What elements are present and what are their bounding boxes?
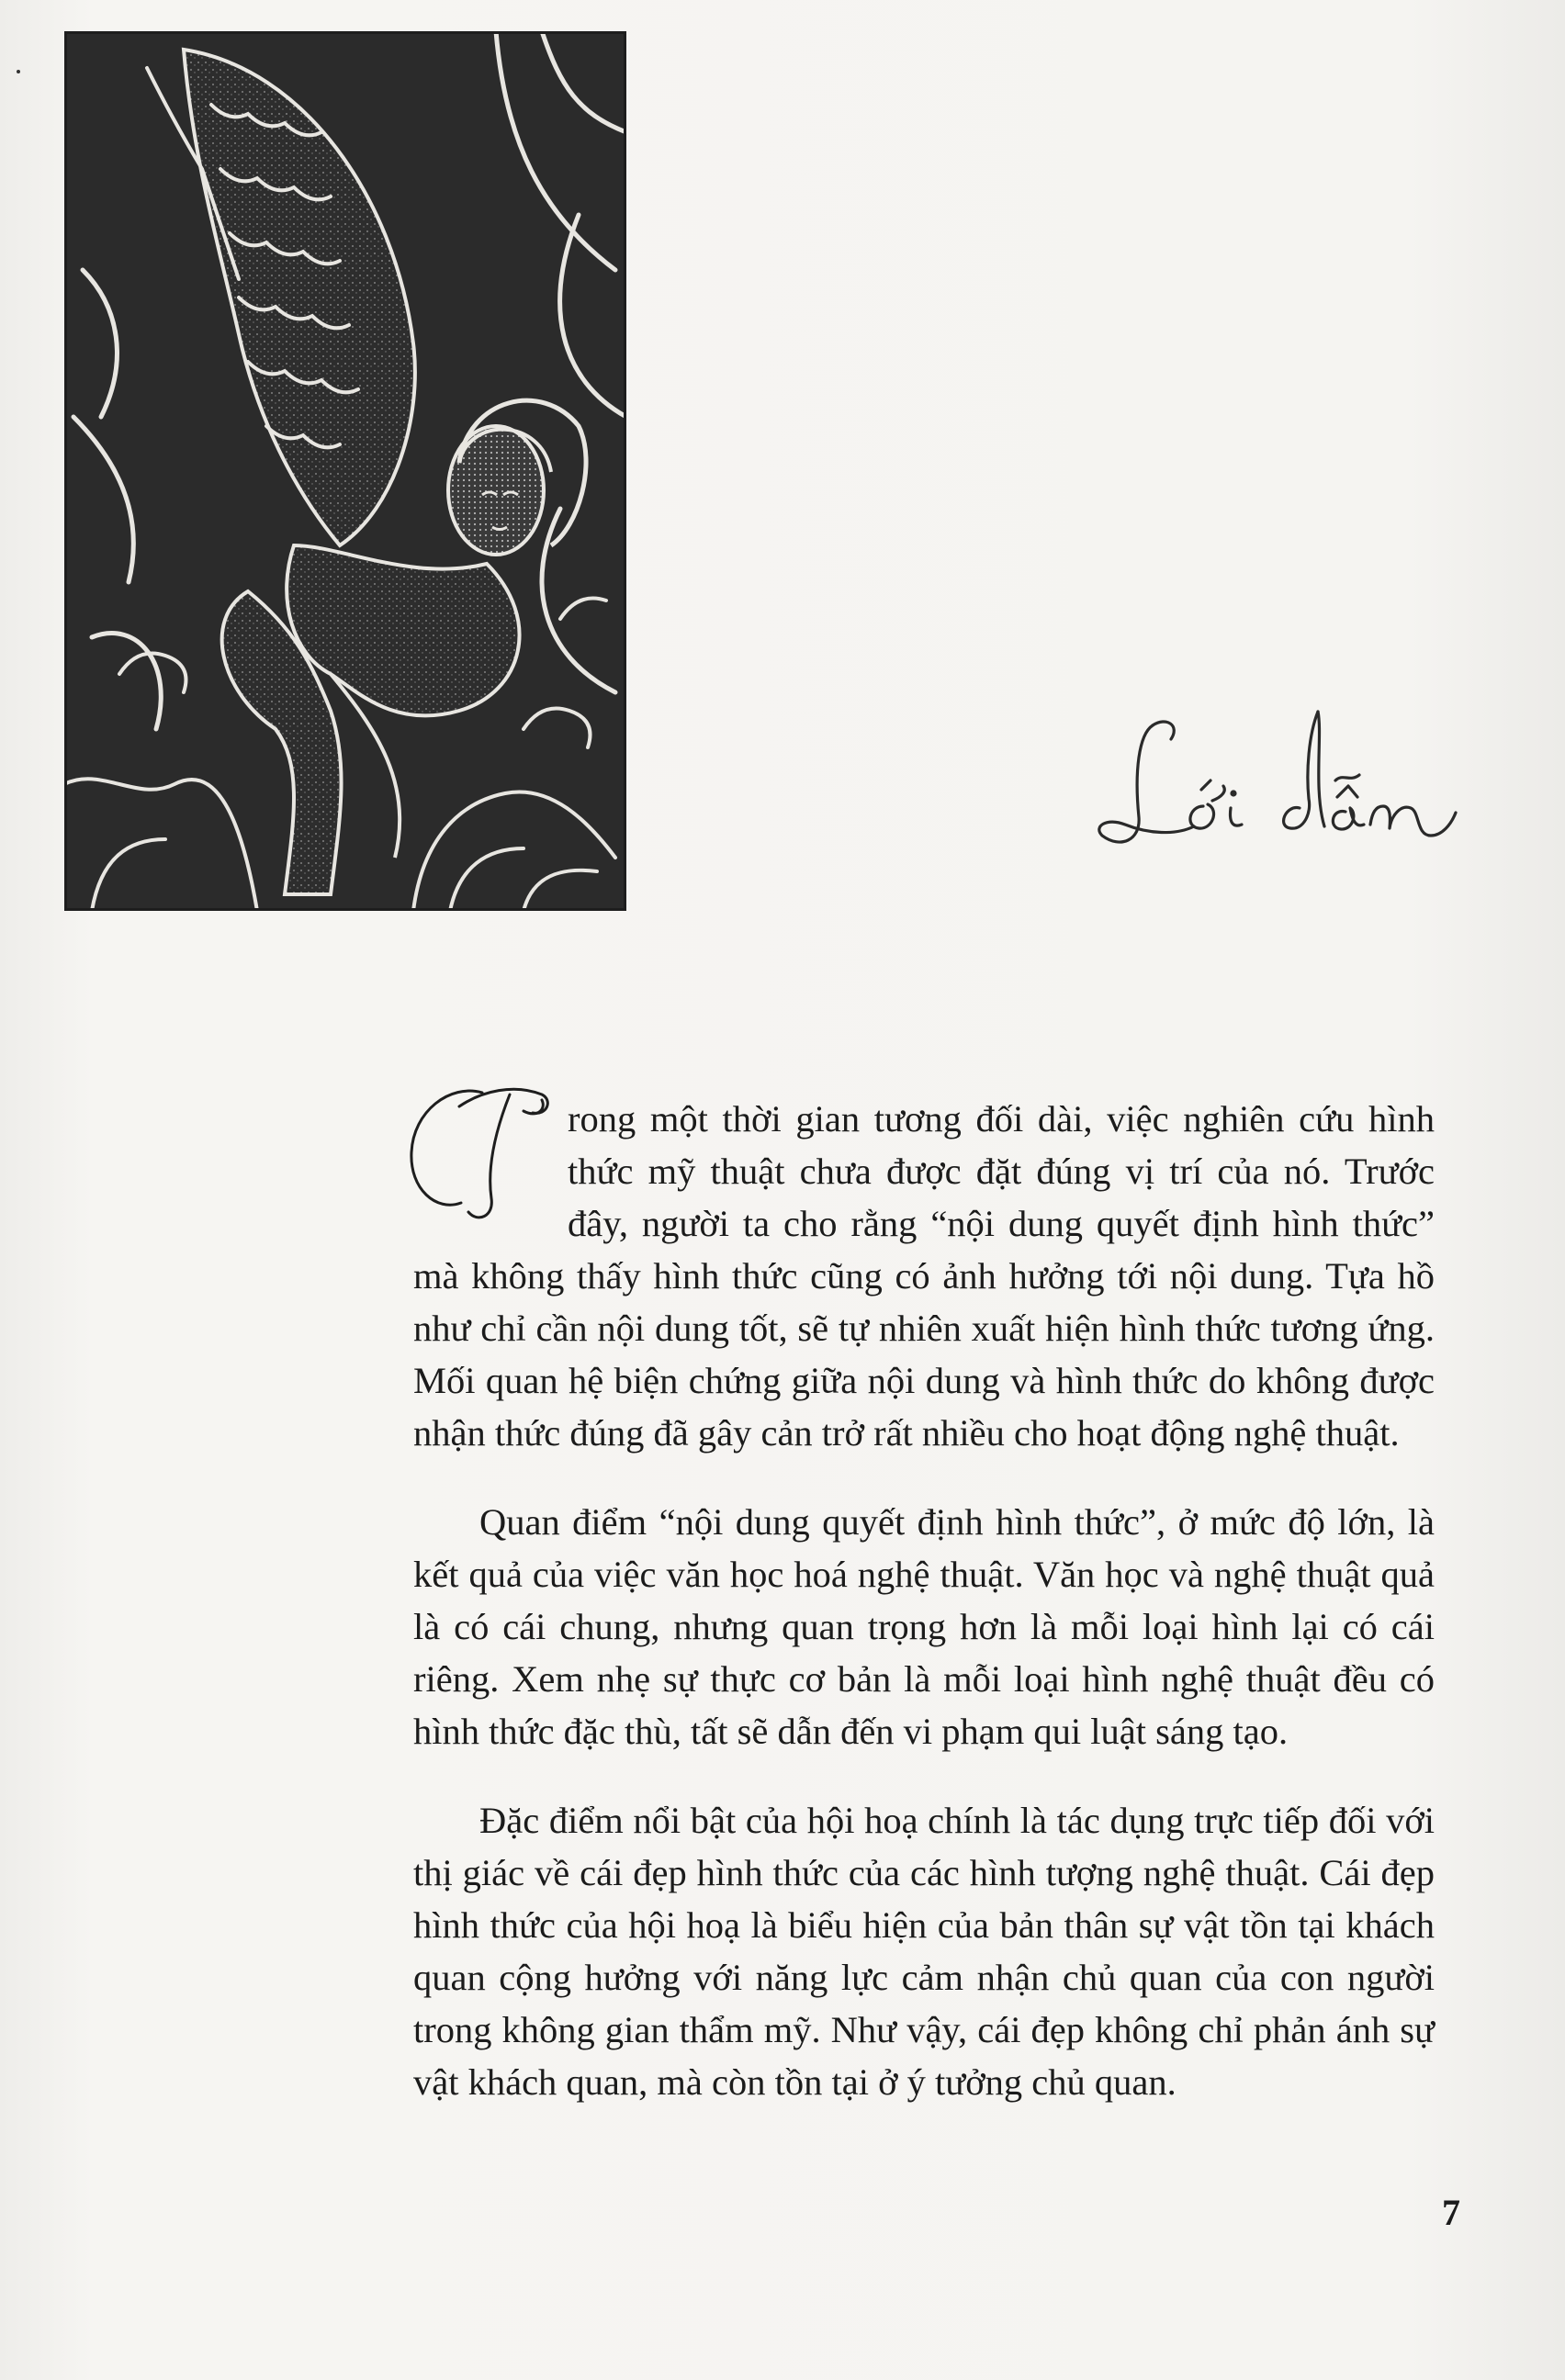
winged-figure-woodcut-icon [64, 31, 626, 911]
page-number: 7 [1442, 2192, 1460, 2233]
dropcap [395, 1074, 560, 1226]
paragraph-1 [413, 1093, 1435, 1459]
chapter-title-calligraphy-icon [1084, 698, 1469, 881]
dropcap-t-flourish-icon [395, 1074, 560, 1230]
chapter-heading [1084, 698, 1469, 881]
paragraph-1-text: rong một thời gian tương đối dài, việc nghiên cứu hình thức mỹ thuật chưa được đặt đúng vị trí của nó. Trước đây, người ta cho rằng “nội dung quyết định hình thức” mà không thấy hình thức cũng có ảnh hưởng tới nội dung. Tựa hồ như chỉ cần nội dung tốt, sẽ tự nhiên xuất hiện hình thức tương ứng. Mối quan hệ biện chứng giữa nội dung và hình thức do không được nhận thức đúng đã gây cản trở rất nhiều cho hoạt động nghệ thuật. [413, 1098, 1435, 1454]
woodcut-illustration [64, 31, 626, 911]
paragraph-3: Đặc điểm nổi bật của hội hoạ chính là tác dụng trực tiếp đối với thị giác về cái đẹp hình thức của các hình tượng nghệ thuật. Cái đẹp hình thức của hội hoạ là biểu hiện của bản thân sự vật tồn tại khách quan cộng hưởng với năng lực cảm nhận chủ quan của con người trong không gian thẩm mỹ. Như vậy, cái đẹp không chỉ phản ánh sự vật khách quan, mà còn tồn tại ở ý tưởng chủ quan. [413, 1800, 1435, 2103]
paragraph-2: Quan điểm “nội dung quyết định hình thức”, ở mức độ lớn, là kết quả của việc văn học hoá nghệ thuật. Văn học và nghệ thuật quả là có cái chung, nhưng quan trọng hơn là mỗi loại hình lại có cái riêng. Xem nhẹ sự thực cơ bản là mỗi loại hình nghệ thuật đều có hình thức đặc thù, tất sẽ dẫn đến vi phạm qui luật sáng tạo. [413, 1501, 1435, 1752]
body-text [413, 1093, 1435, 2145]
ink-speck [17, 70, 20, 73]
